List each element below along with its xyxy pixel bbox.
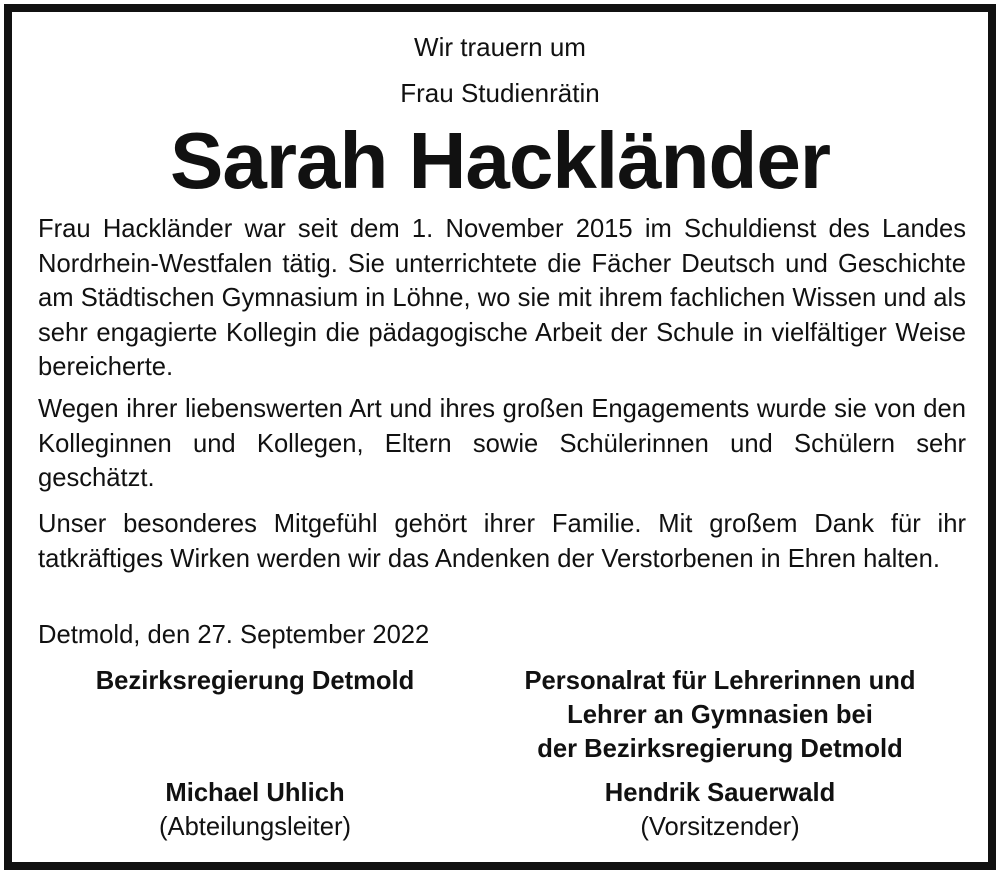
left-signatory-name: Michael Uhlich (165, 779, 345, 807)
title-line: Frau Studienrätin (400, 78, 600, 108)
right-organization (470, 664, 970, 766)
left-signatory-role: (Abteilungsleiter) (158, 813, 352, 841)
right-organization-line: Personalrat für Lehrerinnen und (524, 667, 916, 695)
right-signatory-name: Hendrik Sauerwald (604, 779, 836, 807)
right-organization-line: Lehrer an Gymnasien bei (567, 701, 873, 729)
place-date: Detmold, den 27. September 2022 (38, 621, 430, 649)
intro-line: Wir trauern um (414, 32, 586, 62)
right-organization-line: der Bezirksregierung Detmold (537, 735, 903, 763)
left-organization: Bezirksregierung Detmold (95, 667, 415, 695)
paragraph-career: Frau Hackländer war seit dem 1. November 2015 im Schuldienst des Landes Nordrhein-Westfalen tätig. Sie unterrichtete die Fächer Deutsch und Geschichte am Städtischen Gymnasium in Löhne, wo sie mit ihrem fachlichen Wissen und als sehr engagierte Kollegin die pädagogische Arbeit der Schule in vielfältiger Weise bereicherte. (38, 215, 966, 381)
paragraph-appreciation: Wegen ihrer liebenswerten Art und ihres großen Engagements wurde sie von den Kolleginnen und Kollegen, Eltern sowie Schülerinnen und Schülern sehr geschätzt. (38, 395, 966, 492)
deceased-name: Sarah Hackländer (170, 116, 830, 205)
paragraph-condolence: Unser besonderes Mitgefühl gehört ihrer Familie. Mit großem Dank für ihr tatkräftiges Wirken werden wir das Andenken der Verstorbenen in Ehren halten. (38, 510, 966, 573)
right-signatory-role: (Vorsitzender) (640, 813, 800, 841)
